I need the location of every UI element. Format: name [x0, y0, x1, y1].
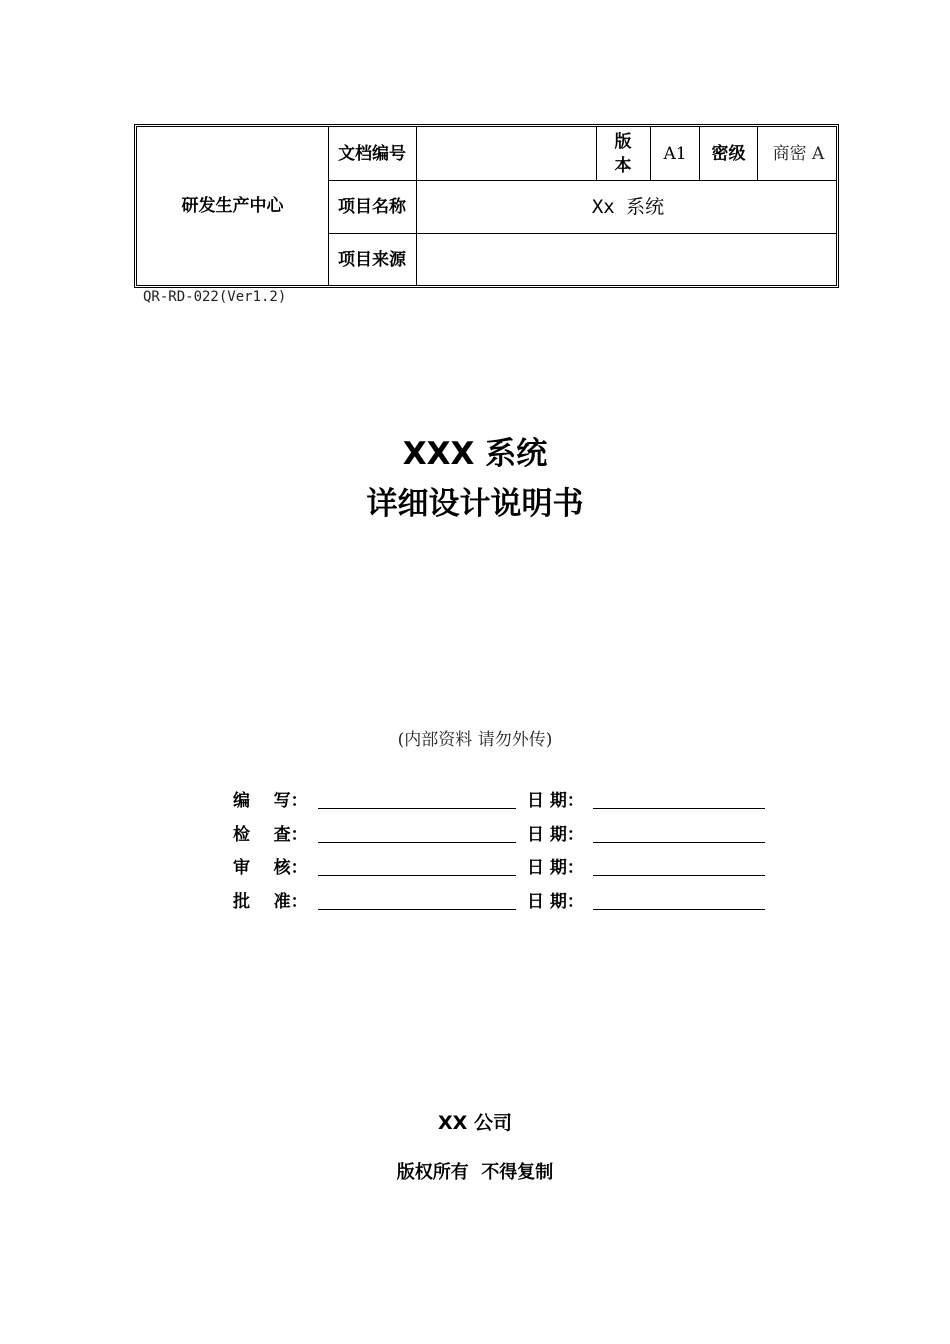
table-divider — [596, 127, 597, 180]
date-label: 日 期： — [527, 858, 584, 878]
signature-row-reviewer — [0, 849, 950, 883]
table-divider — [328, 127, 329, 285]
version-value: A1 — [663, 143, 687, 164]
copyright-notice: 版权所有 不得复制 — [396, 1162, 554, 1183]
signature-field[interactable] — [318, 842, 516, 843]
signature-label: 批 准： — [233, 892, 308, 912]
date-label: 日 期： — [527, 825, 584, 845]
signature-field[interactable] — [318, 875, 516, 876]
confidential-note: (内部资料 请勿外传) — [397, 730, 553, 750]
signature-row-checker — [0, 816, 950, 850]
document-title-line1: XXX 系统 — [402, 436, 548, 472]
security-label: 密级 — [711, 143, 746, 164]
project-source-value — [417, 234, 839, 285]
signature-label: 审 核： — [233, 858, 308, 878]
date-label: 日 期： — [527, 791, 584, 811]
project-name-value: Xx 系统 — [591, 196, 665, 218]
signature-label: 编 写： — [233, 791, 308, 811]
date-field[interactable] — [593, 909, 765, 910]
date-field[interactable] — [593, 875, 765, 876]
version-label: 版本 — [614, 131, 632, 176]
doc-number-value — [417, 127, 596, 180]
project-source-label: 项目来源 — [338, 249, 406, 270]
security-value: 商密 A — [772, 143, 825, 164]
signature-row-author — [0, 782, 950, 816]
document-header-table — [134, 124, 839, 288]
signature-row-approver — [0, 883, 950, 917]
department-name: 研发生产中心 — [181, 196, 284, 216]
signature-label: 检 查： — [233, 825, 308, 845]
signature-field[interactable] — [318, 909, 516, 910]
company-name: XX 公司 — [438, 1112, 512, 1134]
project-name-label: 项目名称 — [338, 197, 406, 217]
date-label: 日 期： — [527, 892, 584, 912]
doc-number-label: 文档编号 — [338, 143, 406, 164]
document-title-line2: 详细设计说明书 — [366, 486, 584, 522]
date-field[interactable] — [593, 808, 765, 809]
date-field[interactable] — [593, 842, 765, 843]
signature-field[interactable] — [318, 808, 516, 809]
form-code: QR-RD-022(Ver1.2) — [143, 289, 287, 305]
